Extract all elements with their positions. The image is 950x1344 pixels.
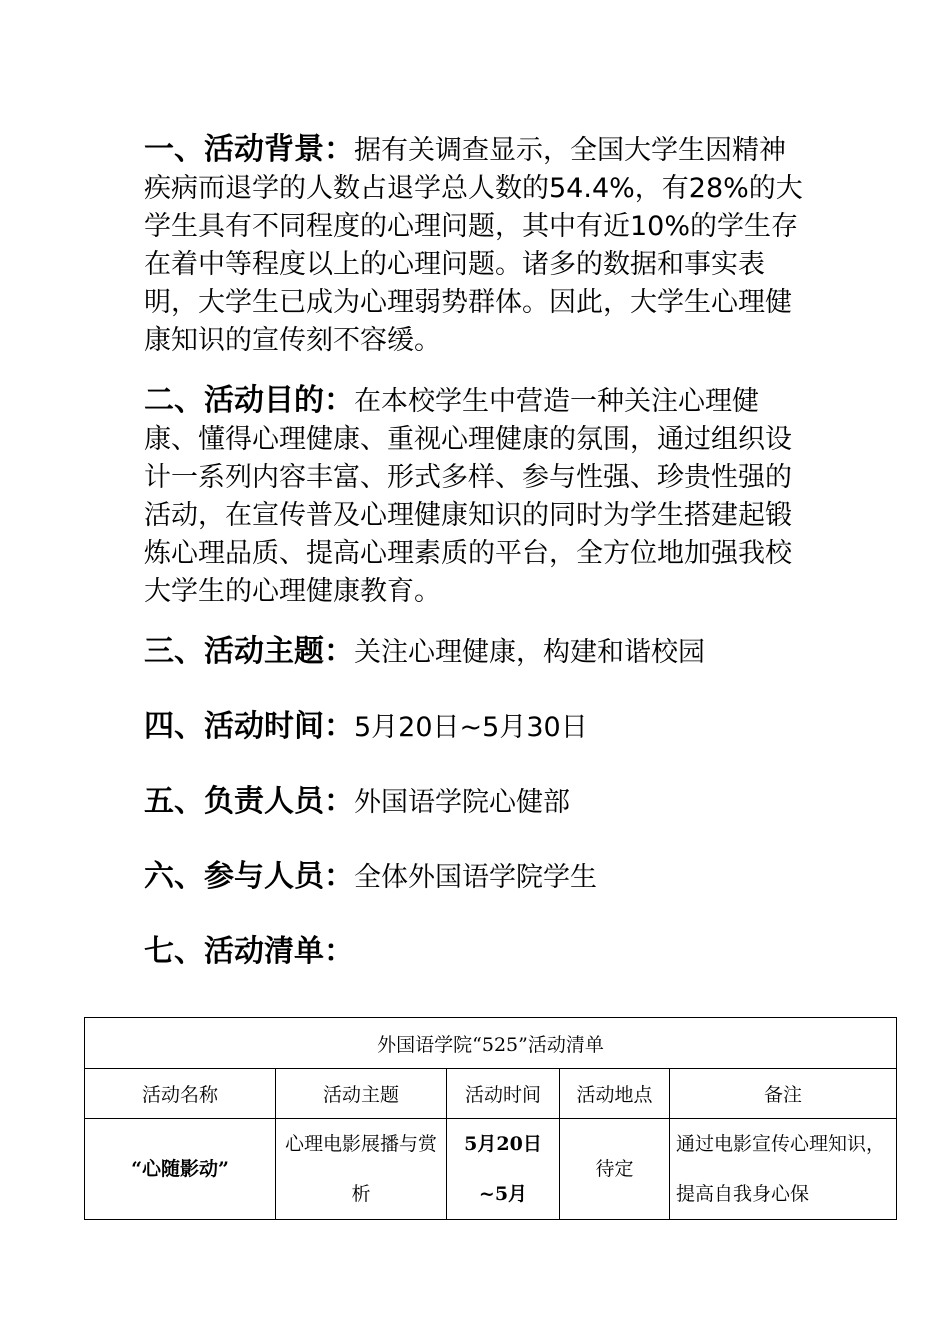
column-header: 活动地点: [560, 1069, 670, 1119]
column-header: 活动时间: [447, 1069, 560, 1119]
section-text: 全体外国语学院学生: [354, 862, 597, 893]
remark-cell: 通过电影宣传心理知识，提高自我身心保: [670, 1119, 897, 1220]
table-header-row: [85, 1069, 897, 1119]
table-title-row: [85, 1018, 897, 1069]
column-header: 活动主题: [276, 1069, 447, 1119]
section-text: 据有关调查显示，全国大学生因精神疾病而退学的人数占退学总人数的54.4%，有28%的大学生具有不同程度的心理问题，其中有近10%的学生存在着中等程度以上的心理问题。诸多的数据和事实表明，大学生已成为心理弱势群体。因此，大学生心理健康知识的宣传刻不容缓。: [144, 135, 803, 356]
activity-name-cell: “心随影动”: [85, 1119, 276, 1220]
section-purpose: [144, 382, 809, 611]
section-participants: [144, 858, 809, 897]
section-heading: 三、活动主题：: [144, 634, 354, 669]
activity-theme-cell: 心理电影展播与赏析: [276, 1119, 447, 1220]
section-theme: [144, 633, 809, 672]
section-text: 关注心理健康，构建和谐校园: [354, 637, 705, 668]
table-row: [85, 1119, 897, 1220]
section-time: [144, 708, 809, 747]
section-background: [144, 131, 809, 360]
section-responsible: [144, 783, 809, 822]
section-activity-list: [144, 933, 809, 972]
activity-table: [84, 1017, 897, 1220]
section-heading: 二、活动目的：: [144, 383, 354, 418]
section-heading: 七、活动清单：: [144, 934, 354, 969]
section-text: 在本校学生中营造一种关注心理健康、懂得心理健康、重视心理健康的氛围，通过组织设计一系列内容丰富、形式多样、参与性强、珍贵性强的活动，在宣传普及心理健康知识的同时为学生搭建起锻炼心理品质、提高心理素质的平台，全方位地加强我校大学生的心理健康教育。: [144, 386, 792, 607]
section-heading: 四、活动时间：: [144, 709, 354, 744]
activity-table-container: [84, 1017, 896, 1220]
section-heading: 一、活动背景：: [144, 132, 354, 167]
column-header: 备注: [670, 1069, 897, 1119]
section-heading: 五、负责人员：: [144, 784, 354, 819]
document-body: [144, 131, 809, 994]
section-text: 5月20日~5月30日: [354, 712, 588, 743]
section-text: 外国语学院心健部: [354, 787, 570, 818]
activity-time-cell: 5月20日~5月: [447, 1119, 560, 1220]
activity-place-cell: 待定: [560, 1119, 670, 1220]
section-heading: 六、参与人员：: [144, 859, 354, 894]
column-header: 活动名称: [85, 1069, 276, 1119]
table-title: 外国语学院“525”活动清单: [85, 1018, 897, 1069]
